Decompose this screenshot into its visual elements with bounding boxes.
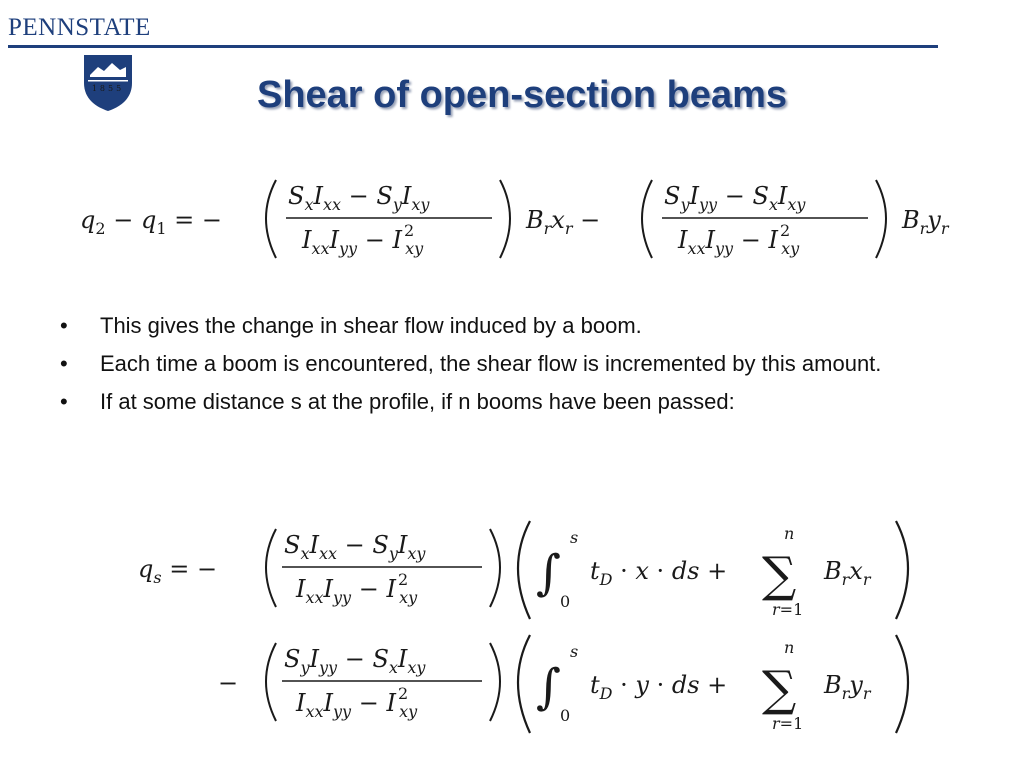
bullet-item bbox=[60, 312, 960, 340]
svg-text:tD · y · ds +: $t_D \cdot y$ · ds + bbox=[590, 671, 728, 703]
svg-text:∫: ∫ bbox=[536, 545, 562, 601]
svg-text:Bryr: $B_ry_r$ bbox=[824, 671, 871, 703]
svg-text:n: n bbox=[784, 524, 795, 543]
bullet-item bbox=[60, 350, 960, 378]
svg-text:IxxIyy − I2xy: $I_{xx}I_{yy} - I$ $^2$ xy bbox=[678, 221, 800, 258]
header-rule bbox=[8, 45, 938, 48]
bullet-marker: • bbox=[60, 313, 68, 338]
equation-boom-shear-increment bbox=[80, 168, 965, 268]
svg-text:SxIxx − SyIxy: $S_xI_{xx} - S_yI_{xy}$ bbox=[284, 531, 426, 563]
pennstate-logo-text: PENNSTATE bbox=[8, 14, 151, 41]
svg-text:Brxr −: $B_rx_r$ − bbox=[526, 206, 601, 238]
svg-text:IxxIyy − I2xy: $I_{xx}I_{yy} - I$ $^2$ xy bbox=[296, 570, 418, 607]
svg-text:tD · x · ds +: $t_D \cdot x$ · ds + bbox=[590, 557, 728, 589]
bullet-item bbox=[60, 388, 960, 416]
bullet-text: This gives the change in shear flow induced by a boom. bbox=[100, 313, 642, 338]
svg-text:n: n bbox=[784, 638, 795, 657]
svg-text:qs = −: $q_s$ = − bbox=[138, 555, 218, 587]
seal-year: 1855 bbox=[91, 84, 125, 93]
bullet-marker: • bbox=[60, 389, 68, 414]
bullet-marker: • bbox=[60, 351, 68, 376]
equation-shear-flow-with-booms bbox=[138, 515, 938, 745]
svg-text:r=1: r=1 bbox=[772, 600, 804, 619]
svg-text:∫: ∫ bbox=[536, 659, 562, 715]
svg-text:Brxr: $B_rx_r$ bbox=[824, 557, 871, 589]
svg-text:SyIyy − SxIxy: $S_yI_{yy} - S_xI_{xy}$ bbox=[664, 182, 806, 214]
bullet-list bbox=[60, 312, 960, 426]
svg-text:Bryr: $B_ry_r$ bbox=[902, 206, 949, 238]
svg-text:∑: ∑ bbox=[762, 547, 797, 603]
svg-text:0: 0 bbox=[560, 706, 571, 725]
svg-text:IxxIyy − I2xy: $I_{xx}I_{yy} - I$ $^2$ xy bbox=[296, 684, 418, 721]
slide-title: Shear of open-section beams bbox=[256, 74, 787, 116]
svg-text:s: s bbox=[570, 528, 579, 547]
svg-text:s: s bbox=[570, 642, 579, 661]
svg-text:∑: ∑ bbox=[762, 661, 797, 717]
svg-text:SxIxx − SyIxy: $S_xI_{xx} - S_yI_{xy}$ bbox=[288, 182, 430, 214]
bullet-text: If at some distance s at the profile, if n booms have been passed: bbox=[100, 389, 735, 414]
svg-text:q2 − q1 = −: $q_2 - q_1$ = − bbox=[80, 206, 222, 238]
svg-text:IxxIyy − I2xy: $I_{xx}I_{yy} - I$ $^2$ xy bbox=[302, 221, 424, 258]
svg-text:SyIyy − SxIxy: $S_yI_{yy} - S_xI_{xy}$ bbox=[284, 645, 426, 677]
svg-text:0: 0 bbox=[560, 592, 571, 611]
svg-text:r=1: r=1 bbox=[772, 714, 804, 733]
bullet-text: Each time a boom is encountered, the shear flow is incremented by this amount. bbox=[100, 351, 882, 376]
svg-text:−: − bbox=[218, 669, 239, 697]
